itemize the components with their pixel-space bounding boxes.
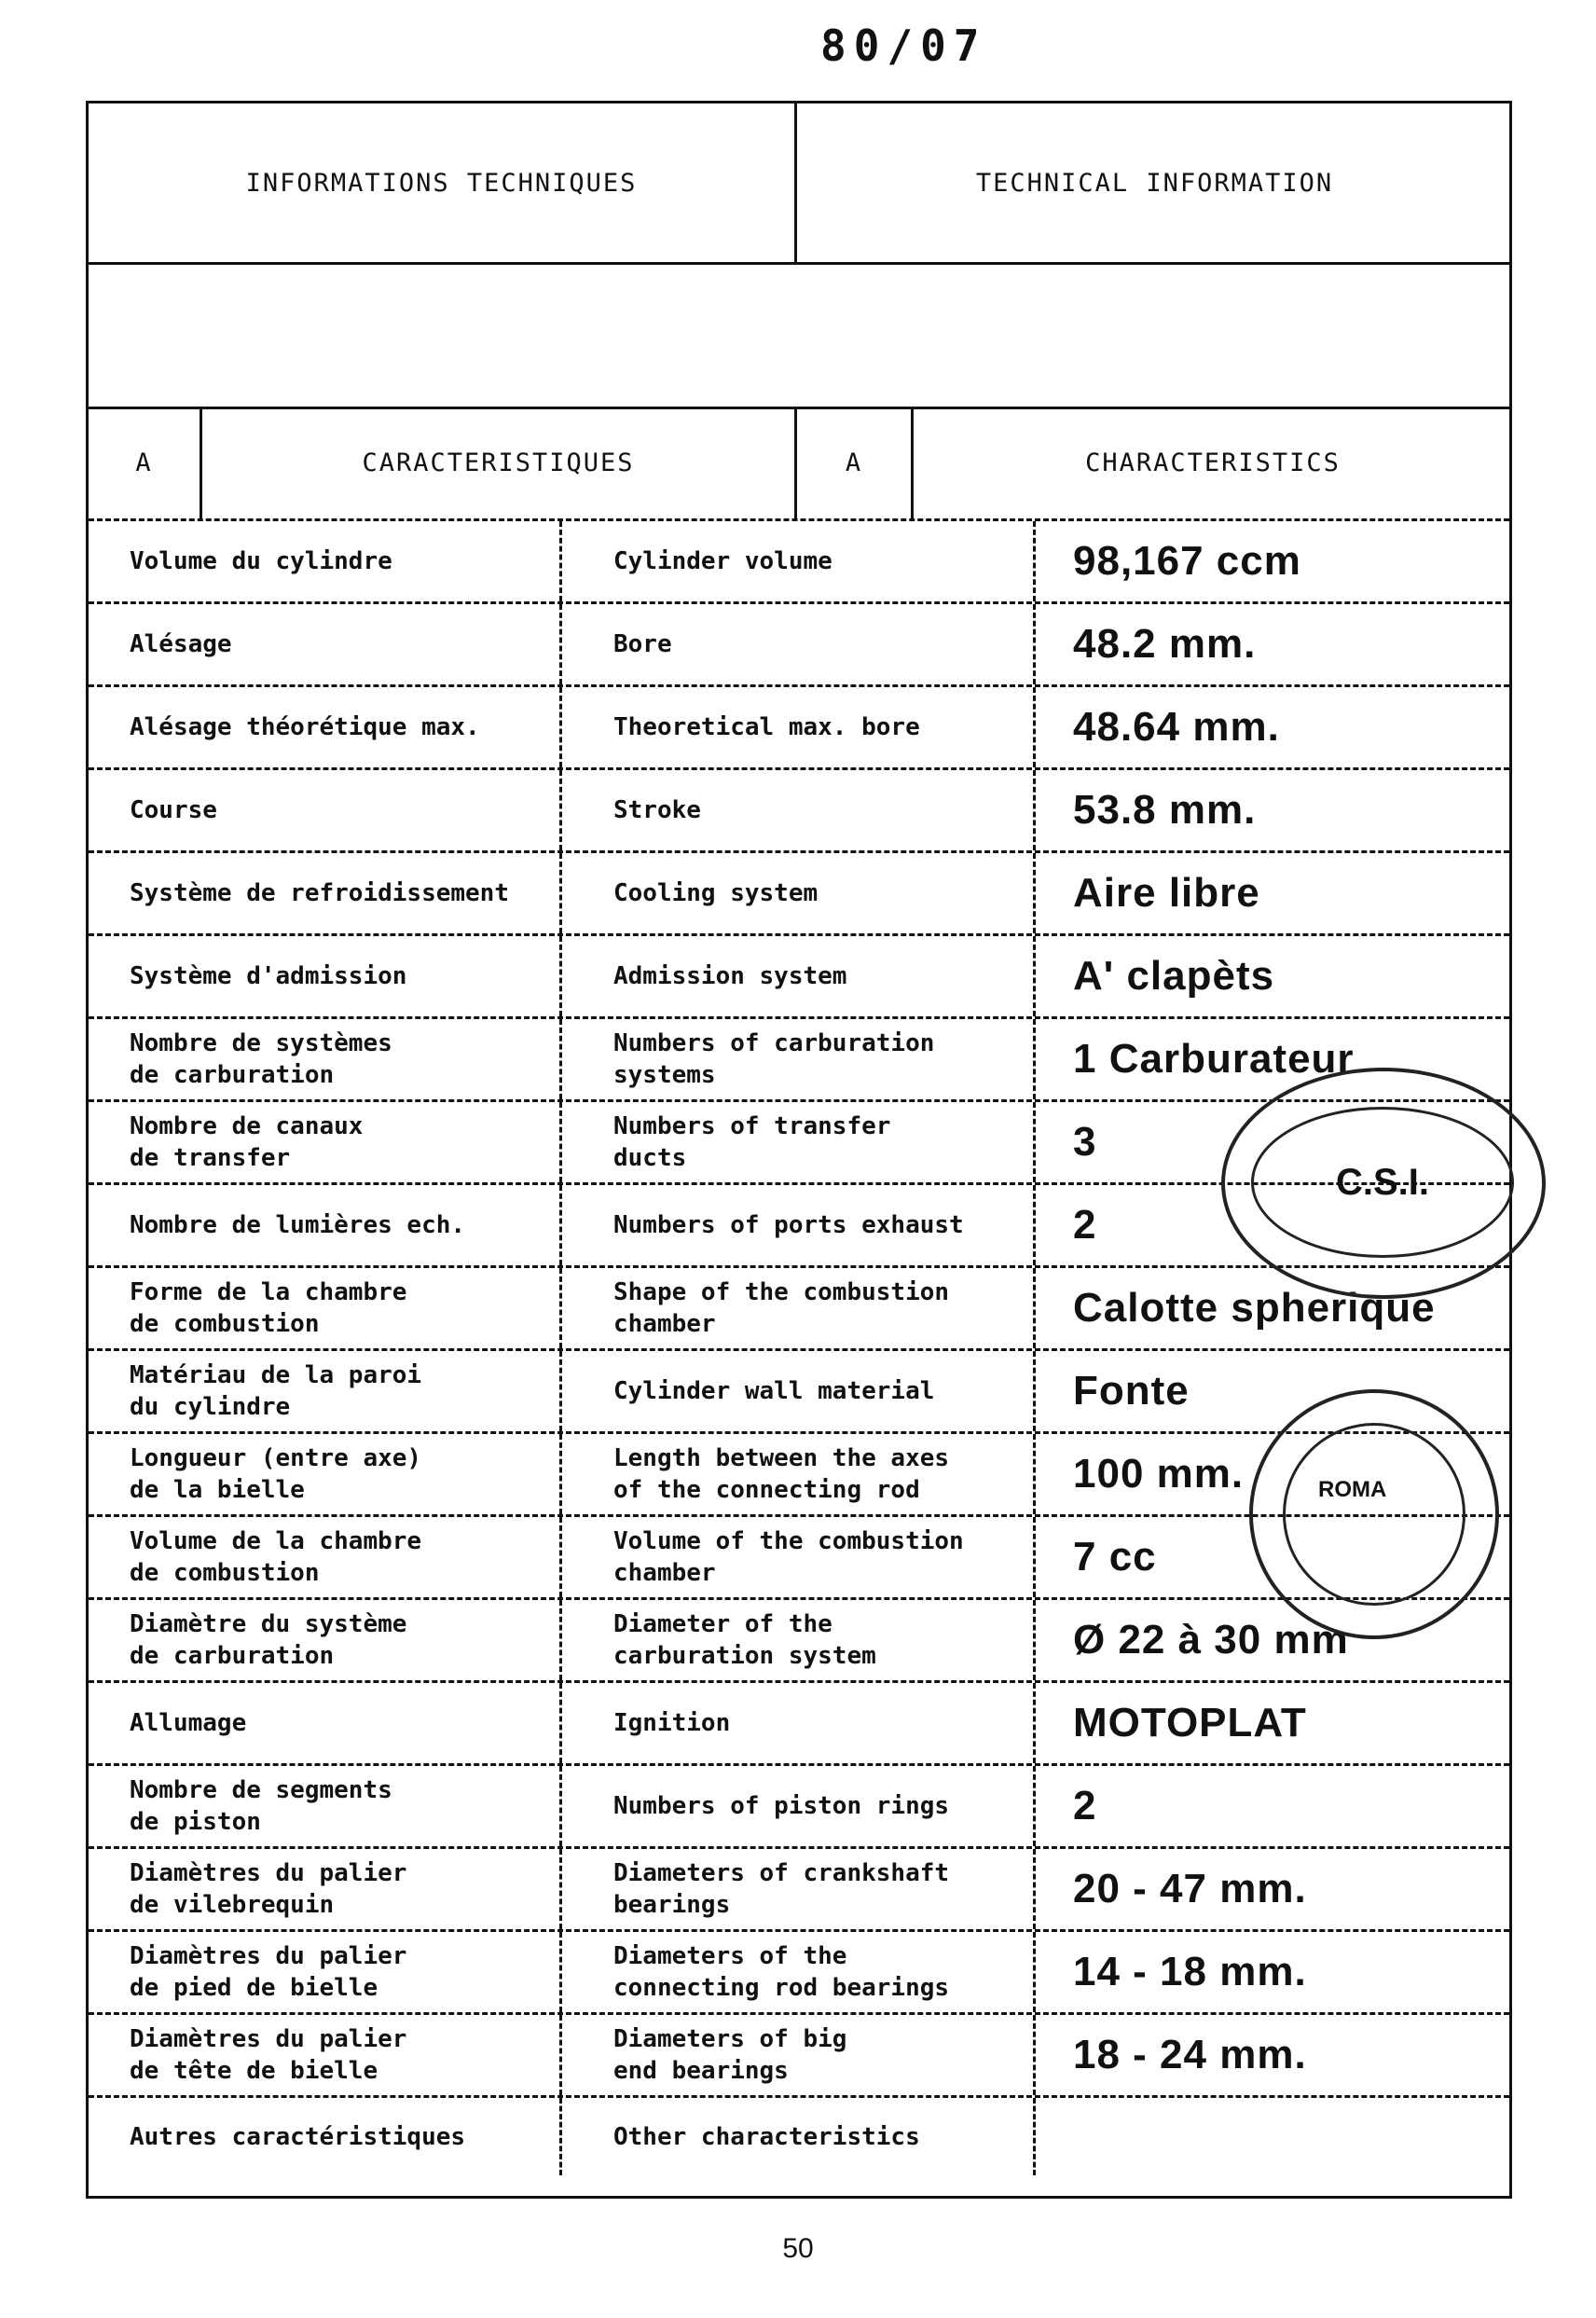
table-row xyxy=(89,1763,1509,1846)
header-row xyxy=(89,103,1509,265)
row-label-french: Diamètre du système de carburation xyxy=(89,1600,562,1680)
blank-row xyxy=(89,262,1509,409)
row-label-english: Numbers of ports exhaust xyxy=(562,1185,1036,1265)
row-label-french: Système d'admission xyxy=(89,936,562,1016)
table-row xyxy=(89,1846,1509,1929)
csi-stamp xyxy=(1221,1068,1546,1299)
row-label-french: Volume du cylindre xyxy=(89,521,562,601)
commission-stamp-inner-ring xyxy=(1283,1423,1465,1606)
row-label-french: Alésage théorétique max. xyxy=(89,687,562,767)
row-label-english: Diameter of the carburation system xyxy=(562,1600,1036,1680)
header-english: TECHNICAL INFORMATION xyxy=(975,168,1334,198)
commission-stamp xyxy=(1249,1389,1499,1639)
table-row xyxy=(89,767,1509,850)
row-value: 48.64 mm. xyxy=(1073,704,1280,750)
row-label-french: Matériau de la paroi du cylindre xyxy=(89,1351,562,1431)
row-value: 3 xyxy=(1073,1119,1097,1165)
row-label-french: Course xyxy=(89,770,562,850)
row-label-french: Autres caractéristiques xyxy=(89,2098,562,2175)
row-value: 48.2 mm. xyxy=(1073,621,1257,667)
row-label-english: Shape of the combustion chamber xyxy=(562,1268,1036,1348)
row-label-english: Ignition xyxy=(562,1683,1036,1763)
row-value: 18 - 24 mm. xyxy=(1073,2032,1307,2077)
section-row xyxy=(89,407,1509,518)
row-label-french: Diamètres du palier de pied de bielle xyxy=(89,1932,562,2012)
row-label-english: Admission system xyxy=(562,936,1036,1016)
section-title-french: CARACTERISTIQUES xyxy=(202,407,797,518)
row-label-english: Diameters of the connecting rod bearings xyxy=(562,1932,1036,2012)
row-label-french: Volume de la chambre de combustion xyxy=(89,1517,562,1597)
row-label-english: Bore xyxy=(562,604,1036,684)
row-value xyxy=(1036,2098,1512,2175)
row-label-french: Diamètres du palier de tête de bielle xyxy=(89,2015,562,2095)
row-label-french: Nombre de canaux de transfer xyxy=(89,1102,562,1182)
table-row xyxy=(89,2012,1509,2095)
row-value: 20 - 47 mm. xyxy=(1073,1866,1307,1911)
row-label-french: Longueur (entre axe) de la bielle xyxy=(89,1434,562,1514)
row-label-english: Cooling system xyxy=(562,853,1036,933)
row-label-english: Numbers of piston rings xyxy=(562,1766,1036,1846)
page-number: 50 xyxy=(782,2233,814,2264)
row-label-french: Nombre de segments de piston xyxy=(89,1766,562,1846)
section-title-english: CHARACTERISTICS xyxy=(1085,448,1341,477)
row-value: 14 - 18 mm. xyxy=(1073,1949,1307,1994)
table-row xyxy=(89,933,1509,1016)
row-label-french: Système de refroidissement xyxy=(89,853,562,933)
row-label-english: Theoretical max. bore xyxy=(562,687,1036,767)
section-letter-english: A xyxy=(797,407,914,518)
table-row xyxy=(89,518,1509,601)
row-value: Calotte spherique xyxy=(1073,1285,1436,1331)
row-value: A' clapèts xyxy=(1073,953,1275,999)
row-value: Ø 22 à 30 mm xyxy=(1073,1617,1349,1663)
table-row xyxy=(89,601,1509,684)
row-label-english: Length between the axes of the connecting rod xyxy=(562,1434,1036,1514)
row-label-english: Other characteristics xyxy=(562,2098,1036,2175)
row-value: 2 xyxy=(1073,1202,1097,1248)
row-label-french: Alésage xyxy=(89,604,562,684)
row-label-french: Nombre de systèmes de carburation xyxy=(89,1019,562,1099)
commission-stamp-label: ROMA xyxy=(1318,1477,1387,1502)
section-letter-french: A xyxy=(89,407,202,518)
row-label-english: Cylinder volume xyxy=(562,521,1036,601)
table-row xyxy=(89,2095,1509,2175)
row-label-english: Numbers of carburation systems xyxy=(562,1019,1036,1099)
row-label-english: Diameters of crankshaft bearings xyxy=(562,1849,1036,1929)
row-value: 98,167 ccm xyxy=(1073,538,1301,584)
row-value: 53.8 mm. xyxy=(1073,787,1257,833)
row-value: 100 mm. xyxy=(1073,1451,1245,1497)
row-label-english: Numbers of transfer ducts xyxy=(562,1102,1036,1182)
row-value: Fonte xyxy=(1073,1368,1190,1414)
row-value: 2 xyxy=(1073,1783,1097,1828)
row-label-french: Forme de la chambre de combustion xyxy=(89,1268,562,1348)
row-value: 7 cc xyxy=(1073,1534,1157,1580)
table-row xyxy=(89,1680,1509,1763)
form-number: 80/07 xyxy=(820,21,987,71)
header-french: INFORMATIONS TECHNIQUES xyxy=(89,103,797,262)
row-value: 1 Carburateur xyxy=(1073,1036,1355,1082)
row-value: MOTOPLAT xyxy=(1073,1700,1307,1745)
table-row xyxy=(89,850,1509,933)
table-row xyxy=(89,684,1509,767)
row-label-french: Nombre de lumières ech. xyxy=(89,1185,562,1265)
row-value: Aire libre xyxy=(1073,870,1260,916)
row-label-french: Diamètres du palier de vilebrequin xyxy=(89,1849,562,1929)
row-label-french: Allumage xyxy=(89,1683,562,1763)
row-label-english: Volume of the combustion chamber xyxy=(562,1517,1036,1597)
row-label-english: Diameters of big end bearings xyxy=(562,2015,1036,2095)
table-row xyxy=(89,1929,1509,2012)
row-label-english: Cylinder wall material xyxy=(562,1351,1036,1431)
row-label-english: Stroke xyxy=(562,770,1036,850)
csi-stamp-label: C.S.I. xyxy=(1251,1107,1514,1258)
